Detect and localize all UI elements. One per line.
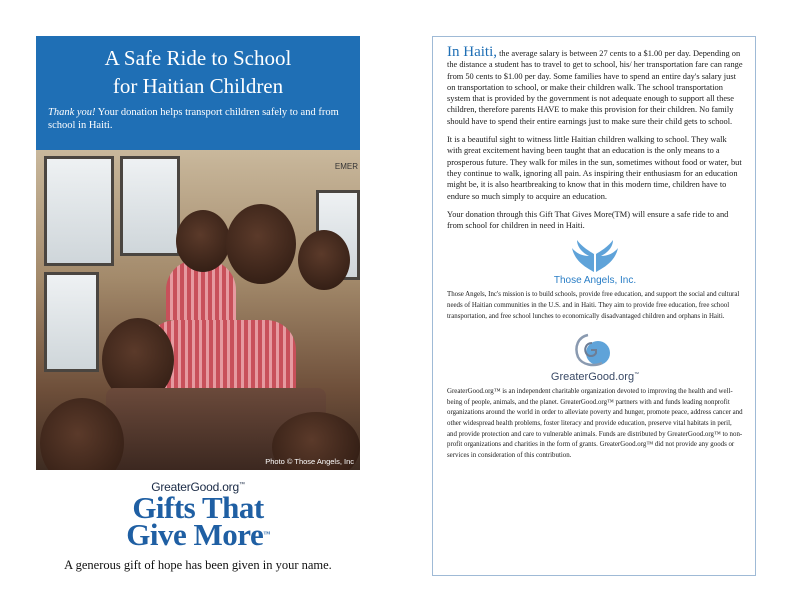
- title-line-2: for Haitian Children: [112, 74, 284, 98]
- bus-window: [44, 272, 99, 372]
- title-banner: [36, 36, 360, 150]
- title-line-1: A Safe Ride to School: [104, 46, 292, 70]
- paragraph-walking: It is a beautiful sight to witness little Haitian children walking to school. They walk with great excitement having been taught that an education is the only means to a prosperous future. They walk for miles in the sun, sometimes without food or water, but they continue to walk, ignoring all pain. As inspiring their enthusiasm for an education might be, it is also heartbreaking to know that in this modern time, children have to endure so much simply to acquire an education.: [447, 135, 742, 201]
- bus-sign: EMER: [334, 162, 358, 171]
- those-angels-name: Those Angels, Inc.: [553, 275, 637, 287]
- bus-window: [120, 156, 180, 256]
- child-face: [176, 210, 230, 272]
- trademark-mark: ™: [634, 371, 640, 378]
- page-title: [48, 44, 348, 100]
- card-back: [432, 36, 756, 576]
- paragraph-salary-text: the average salary is between 27 cents to a $1.00 per day. Depending on the distance a student has to travel to get to school, his/ her transportation fare can range from 50 cents to $1.00 per day. Some families have to spend an entire day's salary just on transportation to school, or make their children walk. The school transportation system that is provided by the government is not adequate enough to support all these children, therefore parents HAVE to make this provision for their children. No family should have to spend their entire earnings just to make sure their child gets to school.: [447, 49, 743, 126]
- paragraph-donation: Your donation through this Gift That Gives More(TM) will ensure a safe ride to and from school for children in need in Haiti.: [447, 209, 729, 231]
- brand-line-2: Give More: [126, 517, 264, 552]
- greatergood-name: [447, 371, 743, 383]
- brand-line-2-wrap: [36, 517, 360, 552]
- greatergood-wordmark-text: GreaterGood.org: [151, 480, 239, 494]
- gifts-that-give-more-logo: [36, 490, 360, 552]
- greatergood-name-text: GreaterGood.org: [550, 371, 635, 384]
- those-angels-mission: Those Angels, Inc's mission is to build schools, provide free education, and support the social and cultural needs of Haitian communities in the U.S. and in Haiti. They aim to provide free education, free school transportation, and free school lunches to economically disadvantaged children and orphans in Haiti.: [447, 291, 740, 320]
- greatergood-description: GreaterGood.org™ is an independent charitable organization devoted to improving the health and well-being of people, animals, and the planet. GreaterGood.org™ partners with and funds leading nonprofit organizations around the world in order to alleviate poverty and hunger, promote peace, address cancer and other widespread health problems, foster literacy and provide education, preserve vital habitats in peril, and provide protection and care to vulnerable animals. Funds are distributed by GreaterGood.org™ to non-profit organizations and charities in the form of grants. GreaterGood.org™ did not provide any goods or services in consideration of this contribution.: [447, 388, 743, 459]
- thank-you-emphasis: Thank you!: [48, 107, 96, 118]
- child-face: [298, 230, 350, 290]
- children-on-bus-photo: [36, 150, 360, 470]
- trademark-mark: ™: [263, 530, 270, 538]
- bus-window: [44, 156, 114, 266]
- tagline: A generous gift of hope has been given in your name.: [64, 558, 332, 572]
- brand-block: [36, 480, 360, 552]
- wings-icon: [569, 238, 621, 274]
- those-angels-logo: [447, 238, 743, 286]
- card-front: [36, 36, 360, 573]
- child-face: [226, 204, 296, 284]
- greatergood-globe-icon: [572, 329, 618, 371]
- brand-line-1: Gifts That: [132, 490, 264, 525]
- lead-word: In Haiti,: [447, 44, 497, 60]
- thank-you-text: Your donation helps transport children safely to and from school in Haiti.: [48, 107, 339, 131]
- thank-you-note: [48, 106, 348, 132]
- photo-credit: Photo © Those Angels, Inc: [265, 457, 354, 466]
- paragraph-salary: [447, 44, 743, 127]
- greatergood-logo: [447, 329, 743, 383]
- trademark-mark: ™: [238, 482, 245, 488]
